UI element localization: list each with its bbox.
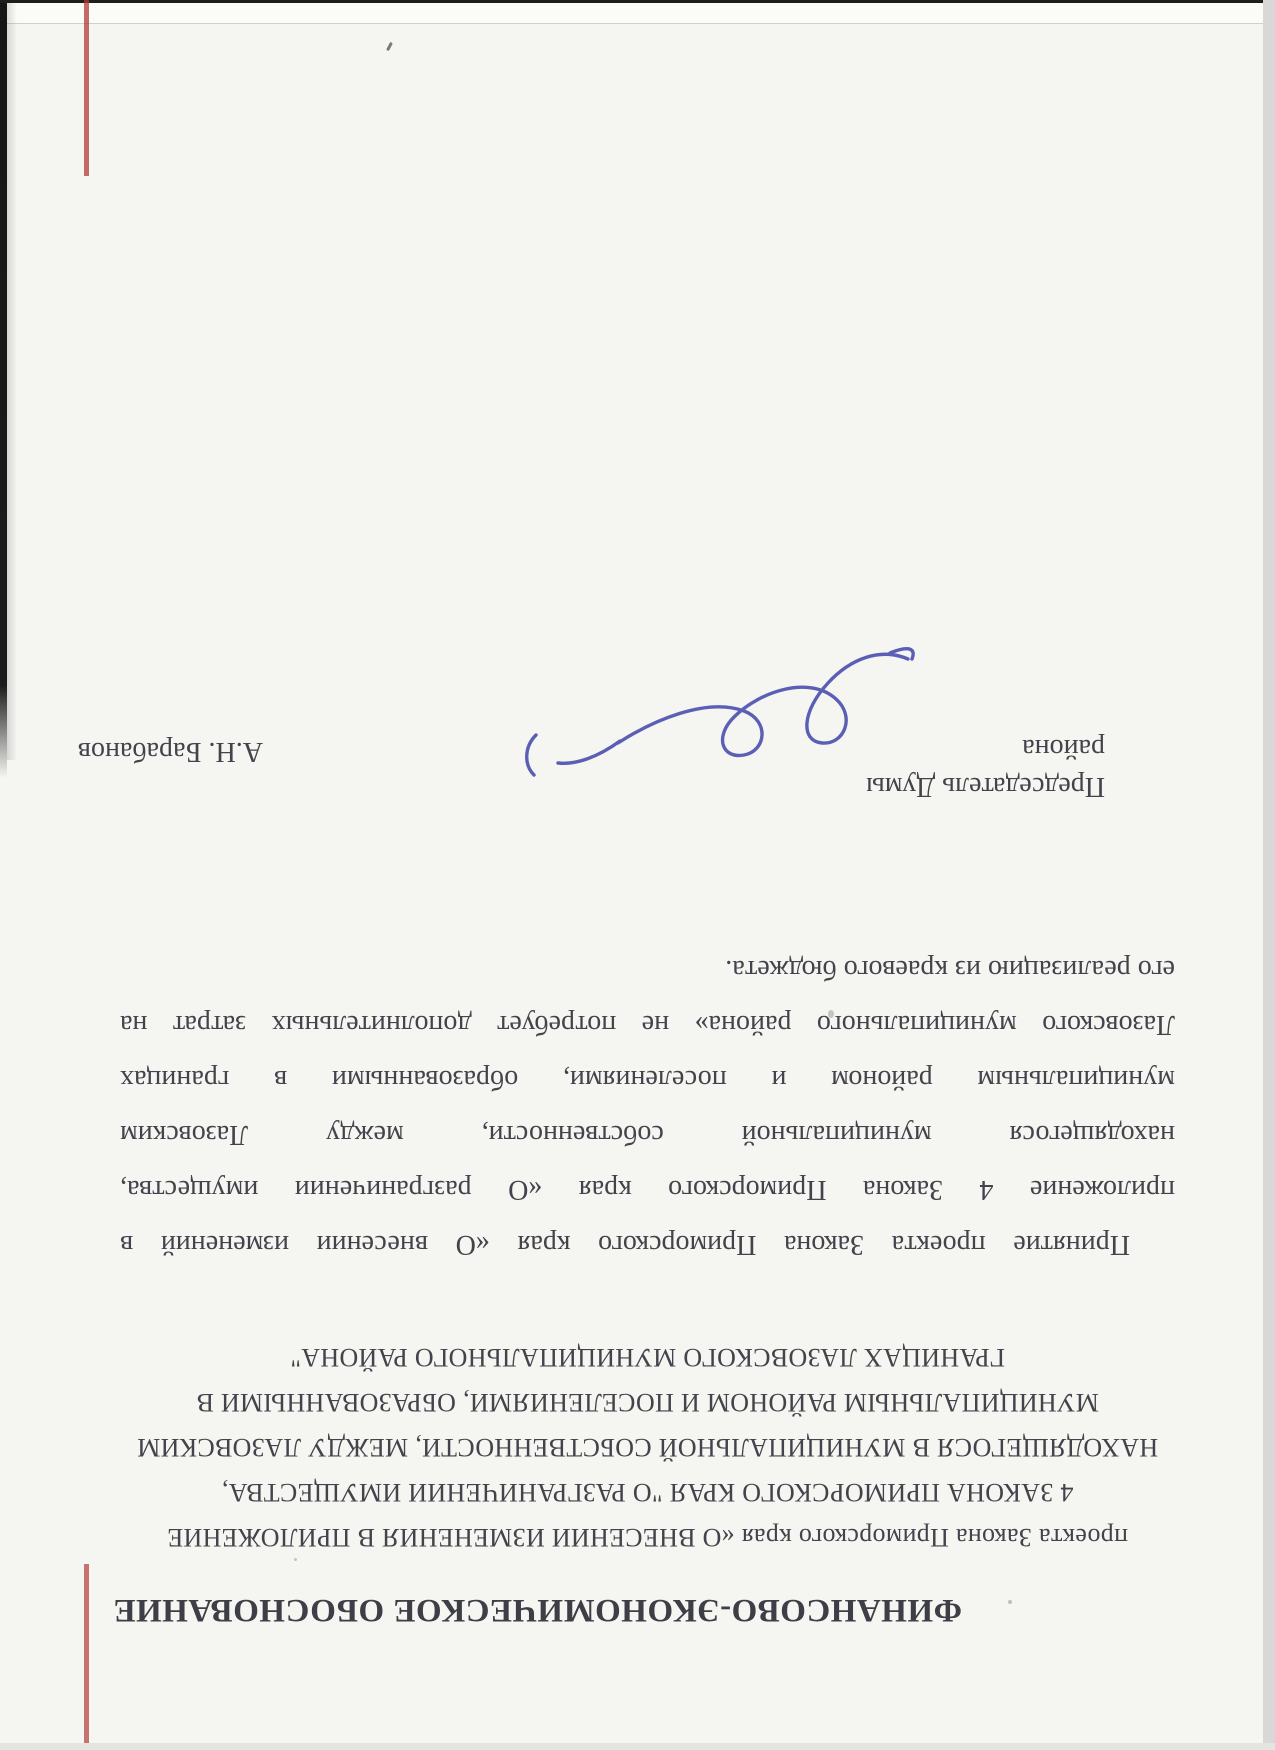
paragraph-line: муниципальным районом и поселениями, образованными в границах <box>120 1064 1175 1095</box>
handwritten-signature-icon <box>480 637 920 787</box>
signer-position-line2: района <box>1022 733 1105 764</box>
subtitle-line: НАХОДЯЩЕГОСЯ В МУНИЦИПАЛЬНОЙ СОБСТВЕННОСТИ, МЕЖДУ ЛАЗОВСКИМ <box>136 1433 1159 1462</box>
paragraph-line: приложение 4 Закона Приморского края «О разграничении имущества, <box>120 1174 1175 1205</box>
subtitle-line: МУНИЦИПАЛЬНЫМ РАЙОНОМ И ПОСЕЛЕНИЯМИ, ОБРАЗОВАННЫМИ В <box>196 1388 1099 1417</box>
signature-block <box>77 605 1175 805</box>
document-subtitle <box>120 1335 1175 1560</box>
subtitle-line: ГРАНИЦАХ ЛАЗОВСКОГО МУНИЦИПАЛЬНОГО РАЙОНА" <box>290 1343 1005 1372</box>
subtitle-line: 4 ЗАКОНА ПРИМОРСКОГО КРАЯ "О РАЗГРАНИЧЕНИИ ИМУЩЕСТВА, <box>221 1478 1074 1507</box>
paragraph-line: Лазовского муниципального района» не потребует дополнительных затрат на <box>120 1009 1175 1040</box>
signer-position-line1: Председатель Думы <box>866 771 1105 802</box>
subtitle-line: проекта Закона Приморского края «О ВНЕСЕНИИ ИЗМЕНЕНИЯ В ПРИЛОЖЕНИЕ <box>167 1523 1128 1552</box>
paragraph-line: находящегося муниципальной собственности, между Лазовским <box>120 1119 1175 1150</box>
body-paragraph <box>120 942 1175 1272</box>
paragraph-line: его реализацию из краевого бюджета. <box>725 954 1175 985</box>
paragraph-line: Принятие проекта Закона Приморского края «О внесении изменений в <box>120 1229 1130 1260</box>
document-title: ФИНАНСОВО-ЭКОНОМИЧЕСКОЕ ОБОСНОВАНИЕ <box>113 1592 962 1628</box>
signer-name: А.Н. Барабанов <box>77 736 263 767</box>
